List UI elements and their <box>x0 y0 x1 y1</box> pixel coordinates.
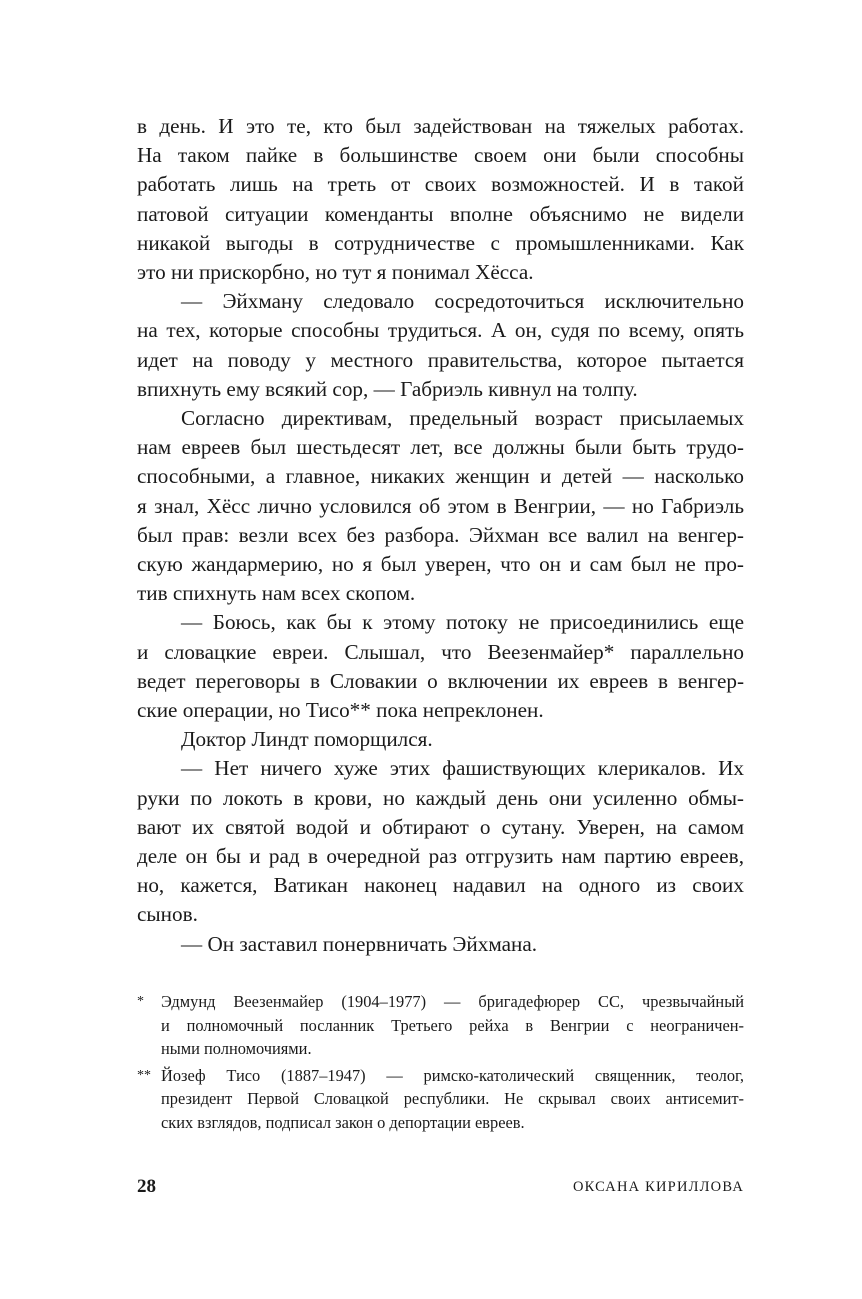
text-line: идет на поводу у местного правительства, которое пытается <box>137 347 744 372</box>
text-line: — Эйхману следовало сосредоточиться исключительно <box>181 289 744 314</box>
running-head-author: ОКСАНА КИРИЛЛОВА <box>572 1179 744 1195</box>
footnote-line: ными полномочиями. <box>161 1039 312 1058</box>
footnote-line: ских взглядов, подписал закон о депортации евреев. <box>161 1112 525 1132</box>
footnote-marker: ** <box>137 1067 151 1083</box>
text-line: — Боюсь, как бы к этому потоку не присоединились еще <box>181 610 744 635</box>
text-line: работать лишь на треть от своих возможностей. И в такой <box>137 172 744 197</box>
text-line: в день. И это те, кто был задействован на тяжелых работах. <box>137 114 744 138</box>
text-line: способными, а главное, никаких женщин и детей — насколько <box>137 464 744 489</box>
text-line: ские операции, но Тисо** пока непреклонен. <box>137 698 544 723</box>
footnote-marker: * <box>137 994 144 1009</box>
text-line: скую жандармерию, но я был уверен, что он и сам был не про- <box>137 552 744 577</box>
text-line: Доктор Линдт поморщился. <box>181 727 433 752</box>
text-line: — Нет ничего хуже этих фашиствующих клерикалов. Их <box>181 756 744 781</box>
page-number: 28 <box>137 1176 156 1197</box>
text-line: но, кажется, Ватикан наконец надавил на одного из своих <box>137 873 744 898</box>
footnote <box>137 990 744 1061</box>
main-text-block <box>137 112 744 959</box>
text-line: на тех, которые способны трудиться. А он, судя по всему, опять <box>137 318 744 343</box>
text-line: это ни прискорбно, но тут я понимал Хёсса. <box>137 260 534 285</box>
footnote-line: Эдмунд Веезенмайер (1904–1977) — бригадефюрер СС, чрезвычайный <box>161 992 744 1011</box>
footnote-line: Йозеф Тисо (1887–1947) — римско-католический священник, теолог, <box>161 1065 744 1085</box>
text-line: руки по локоть в крови, но каждый день они усиленно обмы- <box>137 785 744 810</box>
text-line: впихнуть ему всякий сор, — Габриэль кивнул на толпу. <box>137 376 638 401</box>
text-line: На таком пайке в большинстве своем они были способны <box>137 143 744 168</box>
text-line: был прав: везли всех без разбора. Эйхман все валил на венгер- <box>137 522 744 547</box>
body-text <box>137 112 744 959</box>
text-line: нам евреев был шестьдесят лет, все должны были быть трудо- <box>137 435 744 460</box>
text-line: ведет переговоры в Словакии о включении их евреев в венгер- <box>137 668 744 693</box>
text-line: Согласно директивам, предельный возраст присылаемых <box>181 406 744 431</box>
text-line: деле он бы и рад в очередной раз отгрузить нам партию евреев, <box>137 844 744 869</box>
text-line: патовой ситуации коменданты вполне объяснимо не видели <box>137 201 744 226</box>
text-line: вают их святой водой и обтирают о сутану. Уверен, на самом <box>137 814 744 839</box>
footnote-line: и полномочный посланник Третьего рейха в Венгрии с неограничен- <box>161 1015 744 1035</box>
text-line: никакой выгоды в сотрудничестве с промышленниками. Как <box>137 230 744 255</box>
text-line: — Он заставил понервничать Эйхмана. <box>181 931 538 956</box>
text-line: и словацкие евреи. Слышал, что Веезенмайер* параллельно <box>137 639 744 664</box>
text-line: я знал, Хёсс лично условился об этом в Венгрии, — но Габриэль <box>137 493 744 518</box>
text-line: сынов. <box>137 902 198 927</box>
footnotes <box>137 990 744 1137</box>
footnote-line: президент Первой Словацкой республики. Не скрывал своих антисемит- <box>161 1089 744 1108</box>
text-line: тив спихнуть нам всех скопом. <box>137 581 416 606</box>
footnote <box>137 1064 744 1135</box>
